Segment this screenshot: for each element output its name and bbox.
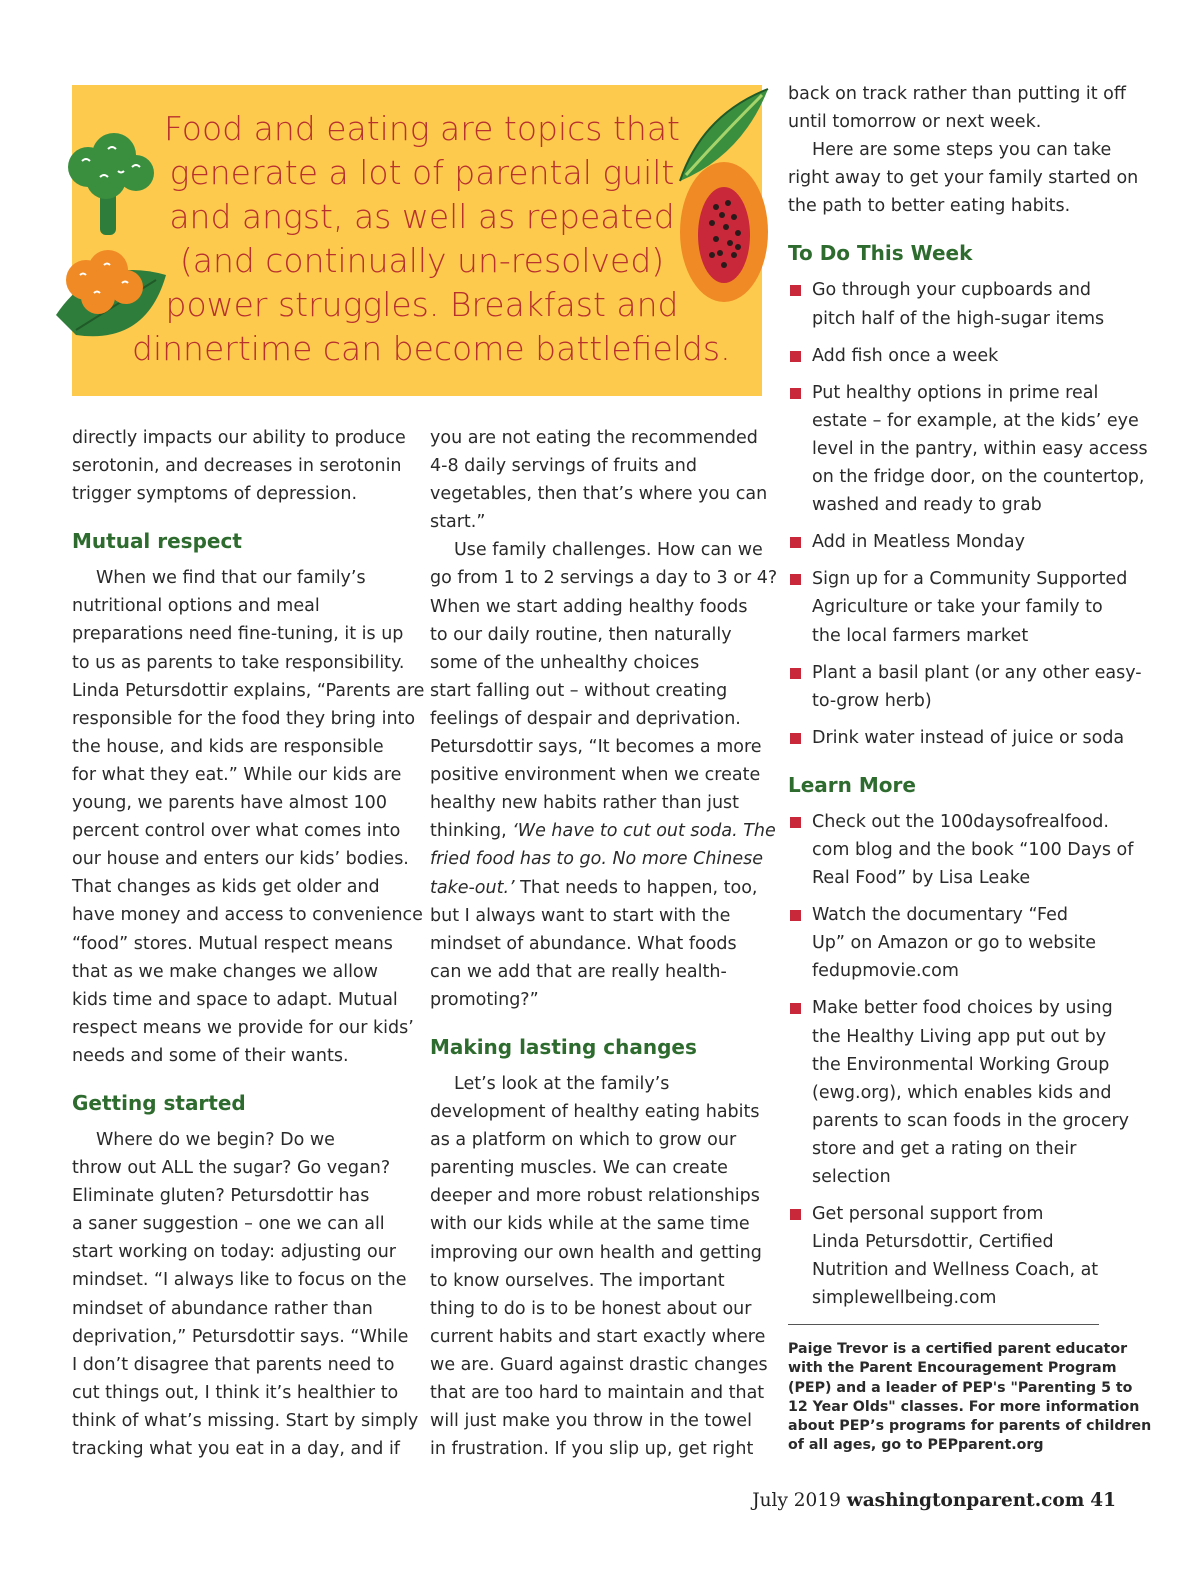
learn-more-list [788,808,1134,1313]
text-line: current habits and start exactly where [430,1326,766,1347]
todo-list [788,276,1148,751]
text-line: responsible for the food they bring into [72,708,416,729]
heading-mutual-respect: Mutual respect [72,529,242,554]
text-line: mindset of abundance rather than [72,1298,373,1319]
text-line: Eliminate gluten? Petursdottir has [72,1186,370,1207]
text-line: tracking what you eat in a day, and if [72,1439,400,1459]
text-line: simplewellbeing.com [812,1288,997,1309]
list-item [788,528,1128,556]
text-line: selection [812,1167,891,1187]
heading-to-do-this-week: To Do This Week [788,241,973,266]
paragraph [788,80,1128,136]
text-line: pitch half of the high-sugar items [812,308,1105,329]
text-line: Here are some steps you can take [812,140,1112,161]
bullet-square-icon [790,285,801,296]
text-line: to-grow herb) [812,690,932,711]
bio-divider [788,1324,1099,1325]
list-item [788,342,1128,370]
text-line: parenting muscles. We can create [430,1158,728,1179]
text-line: Watch the documentary “Fed [812,905,1068,926]
text-span: thinking, [430,821,513,842]
text-line: preparations need fine-tuning, it is up [72,624,404,645]
pull-quote-line: dinnertime can become battlefields. [132,329,731,368]
text-line: thing to do is to be honest about our [430,1298,752,1319]
text-line: the house, and kids are responsible [72,736,384,757]
heading-making-lasting-changes: Making lasting changes [430,1034,697,1059]
text-line: trigger symptoms of depression. [72,484,358,505]
column-1 [72,424,425,1463]
folio-date: July 2019 [752,1490,841,1511]
text-line: respect means we provide for our kids’ [72,1017,414,1038]
text-line: young, we parents have almost 100 [72,793,387,814]
text-line: right away to get your family started on [788,168,1139,189]
text-line: that as we make changes we allow [72,961,378,982]
bio-line: (PEP) and a leader of PEP's "Parenting 5 to [788,1379,1133,1396]
text-line: “food” stores. Mutual respect means [72,933,393,954]
text-line: fedupmovie.com [812,961,959,982]
text-line: Get personal support from [812,1204,1044,1225]
bullet-square-icon [790,388,801,399]
pull-quote-line: Food and eating are topics that [164,109,680,148]
text-line: throw out ALL the sugar? Go vegan? [72,1158,391,1179]
bio-line: about PEP’s programs for parents of children [788,1418,1152,1435]
text-line: healthy new habits rather than just [430,793,740,814]
list-item [788,379,1148,519]
list-item [788,659,1142,715]
text-line: serotonin, and decreases in serotonin [72,456,402,477]
pull-quote-line: (and continually un-resolved) [179,241,665,280]
text-line: parents to scan foods in the grocery [812,1110,1130,1131]
text-line: When we start adding healthy foods [430,596,748,617]
author-bio [788,1340,1152,1456]
text-line: to our daily routine, then naturally [430,624,732,645]
paragraph [72,564,425,1070]
list-item [788,808,1134,892]
text-line: nutritional options and meal [72,596,320,617]
text-line: Add fish once a week [812,345,999,366]
text-line: the Healthy Living app put out by [812,1026,1107,1047]
text-line: start falling out – without creating [430,680,728,701]
paragraph [430,536,778,1014]
text-line: vegetables, then that’s where you can [430,484,768,505]
text-line: start working on today: adjusting our [72,1242,396,1263]
text-line: cut things out, I think it’s healthier to [72,1382,399,1403]
pull-quote-line: power struggles. Breakfast and [165,285,679,324]
bio-line: Paige Trevor is a certified parent educator [788,1341,1128,1357]
text-line: start.” [430,512,486,533]
bullet-square-icon [790,817,801,828]
list-item [788,724,1128,752]
text-line: we are. Guard against drastic changes [430,1354,768,1375]
text-line: promoting?” [430,989,539,1010]
text-line: until tomorrow or next week. [788,112,1042,133]
text-line: some of the unhealthy choices [430,652,700,673]
bullet-square-icon [790,537,801,548]
text-line [430,845,770,873]
bullet-square-icon [790,351,801,362]
italic-quote: ‘We have to cut out soda. The [512,821,776,842]
pull-quote-text [132,107,731,371]
column-2 [430,424,778,1463]
text-line: a saner suggestion – one we can all [72,1214,385,1235]
text-line: deeper and more robust relationships [430,1186,760,1207]
text-line: our house and enters our kids’ bodies. [72,849,409,870]
pull-quote-line: generate a lot of parental guilt [169,153,675,192]
text-line: on the fridge door, on the countertop, [812,467,1145,488]
column-3 [788,80,1148,1312]
text-line: go from 1 to 2 servings a day to 3 or 4? [430,568,778,589]
list-item [788,1200,1128,1312]
bullet-square-icon [790,1209,801,1220]
text-line: Put healthy options in prime real [812,382,1099,403]
text-line: Linda Petursdottir explains, “Parents are [72,680,425,701]
text-line: Agriculture or take your family to [812,597,1103,618]
text-line: can we add that are really health- [430,961,727,982]
text-line: Plant a basil plant (or any other easy- [812,662,1142,683]
text-line: the path to better eating habits. [788,196,1071,217]
text-line: mindset of abundance. What foods [430,933,737,954]
text-line: percent control over what comes into [72,821,401,842]
paragraph [72,424,412,508]
text-line: washed and ready to grab [812,495,1042,516]
page-number: 41 [1090,1490,1116,1511]
text-line: Real Food” by Lisa Leake [812,868,1031,889]
bio-line: with the Parent Encouragement Program [788,1360,1117,1377]
text-line: deprivation,” Petursdottir says. “While [72,1326,409,1347]
text-line: store and get a rating on their [812,1138,1077,1159]
bullet-square-icon [790,574,801,585]
list-item [788,901,1128,985]
text-line: I don’t disagree that parents need to [72,1354,395,1375]
text-line: feelings of despair and deprivation. [430,708,741,729]
text-line: Let’s look at the family’s [454,1073,670,1094]
bio-line: 12 Year Olds" classes. For more information [788,1398,1140,1415]
text-line: to us as parents to take responsibility. [72,652,405,673]
heading-learn-more: Learn More [788,772,916,797]
pull-quote-line: and angst, as well as repeated [169,197,675,236]
text-line: the Environmental Working Group [812,1054,1110,1075]
text-line: (ewg.org), which enables kids and [812,1082,1112,1103]
text-line: estate – for example, at the kids’ eye [812,410,1139,431]
text-line: with our kids while at the same time [430,1214,750,1235]
text-line: Petursdottir says, “It becomes a more [430,737,762,758]
text-line: 4-8 daily servings of fruits and [430,456,698,477]
text-line: Nutrition and Wellness Coach, at [812,1260,1099,1281]
bullet-square-icon [790,910,801,921]
text-line: That changes as kids get older and [72,877,380,898]
text-line: to know ourselves. The important [430,1270,725,1291]
text-line: positive environment when we create [430,765,761,786]
text-line: com blog and the book “100 Days of [812,839,1134,860]
folio-site: washingtonparent.com [846,1490,1085,1511]
text-line: Where do we begin? Do we [96,1129,335,1150]
heading-getting-started: Getting started [72,1090,246,1115]
text-line: for what they eat.” While our kids are [72,764,402,785]
pull-quote-box [72,85,762,396]
list-item [788,994,1128,1191]
paragraph [430,424,770,536]
list-item [788,276,1128,332]
text-line: back on track rather than putting it off [788,84,1126,104]
text-line: development of healthy eating habits [430,1102,760,1123]
paragraph [788,136,1139,220]
text-line: think of what’s missing. Start by simply [72,1410,419,1431]
text-line: Drink water instead of juice or soda [812,727,1125,748]
text-line: mindset. “I always like to focus on the [72,1270,407,1291]
text-line: but I always want to start with the [430,905,731,926]
text-line: Add in Meatless Monday [812,532,1025,553]
paragraph [430,1070,770,1463]
text-line: Up” on Amazon or go to website [812,933,1096,954]
text-line: When we find that our family’s [96,568,366,589]
text-line: have money and access to convenience [72,905,423,926]
text-line: needs and some of their wants. [72,1045,349,1066]
text-line: level in the pantry, within easy access [812,438,1148,459]
text-line: kids time and space to adapt. Mutual [72,989,398,1010]
text-line: you are not eating the recommended [430,428,758,448]
text-line: Linda Petursdottir, Certified [812,1232,1054,1253]
text-line: Use family challenges. How can we [454,540,763,561]
text-line [430,817,776,845]
text-line: Check out the 100daysofrealfood. [812,811,1109,832]
text-line: directly impacts our ability to produce [72,428,406,448]
text-line: in frustration. If you slip up, get right [430,1439,754,1460]
text-line: Go through your cupboards and [812,280,1092,301]
text-line: improving our own health and getting [430,1242,762,1263]
bullet-square-icon [790,733,801,744]
page-folio [752,1490,1116,1511]
bullet-square-icon [790,1003,801,1014]
text-line: Make better food choices by using [812,998,1113,1019]
text-line: as a platform on which to grow our [430,1130,737,1151]
italic-quote: fried food has to go. No more Chinese [430,849,764,870]
text-line: Sign up for a Community Supported [812,569,1128,590]
text-line [430,874,770,902]
bullet-square-icon [790,668,801,679]
text-line: will just make you throw in the towel [430,1411,752,1432]
text-span: That needs to happen, too, [514,877,758,898]
list-item [788,565,1128,649]
paragraph [72,1126,419,1463]
text-line: that are too hard to maintain and that [430,1383,765,1403]
italic-quote: take-out.’ [430,877,515,898]
bio-line: of all ages, go to PEPparent.org [788,1437,1044,1454]
text-line: the local farmers market [812,625,1029,646]
